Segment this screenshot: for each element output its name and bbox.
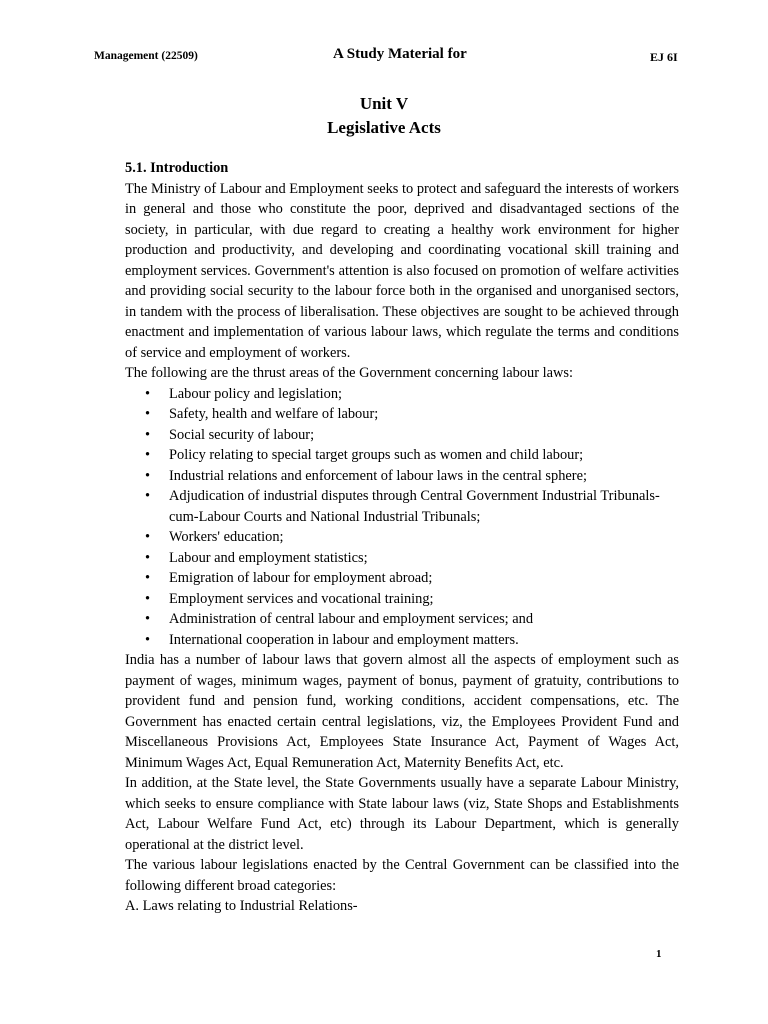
list-item: • Social security of labour;: [125, 425, 679, 446]
list-item: • Emigration of labour for employment abroad;: [125, 568, 679, 589]
list-item: • International cooperation in labour and employment matters.: [125, 630, 679, 651]
list-item: • Administration of central labour and employment services; and: [125, 609, 679, 630]
thrust-areas-list: [125, 384, 679, 651]
list-item: • Labour policy and legislation;: [125, 384, 679, 405]
unit-heading: [0, 92, 768, 140]
header-class-code: EJ 6I: [650, 50, 678, 64]
section-heading: 5.1. Introduction: [125, 160, 229, 176]
list-item: • Workers' education;: [125, 527, 679, 548]
intro-paragraph: The Ministry of Labour and Employment seeks to protect and safeguard the interests of workers in general and those who constitute the poor, deprived and disadvantaged sections of the society, in particular, with due regard to creating a healthy work environment for higher production and productivity, and developing and coordinating vocational skill training and employment services. Government's attention is also focused on promotion of welfare activities and providing social security to the labour force both in the organised and unorganised sectors, in tandem with the process of liberalisation. These objectives are sought to be achieved through enactment and implementation of various labour laws, which regulate the terms and conditions of service and employment of workers.: [125, 180, 679, 361]
list-item: • Safety, health and welfare of labour;: [125, 404, 679, 425]
labour-laws-paragraph: India has a number of labour laws that govern almost all the aspects of employment such as payment of wages, minimum wages, payment of bonus, payment of gratuity, contributions to provident fund and pension fund, working conditions, accident compensations, etc. The Government has enacted certain central legislations, viz, the Employees Provident Fund and Miscellaneous Provisions Act, Employees State Insurance Act, Payment of Wages Act, Minimum Wages Act, Equal Remuneration Act, Maternity Benefits Act, etc.: [125, 652, 679, 771]
header-title: A Study Material for: [333, 46, 467, 62]
classification-paragraph: The various labour legislations enacted by the Central Government can be classified into the following different broad categories:: [125, 857, 679, 894]
thrust-lead: The following are the thrust areas of the Government concerning labour laws:: [125, 365, 573, 381]
document-body: [125, 158, 679, 917]
category-a-heading: A. Laws relating to Industrial Relations-: [125, 898, 358, 914]
list-item: • Industrial relations and enforcement of labour laws in the central sphere;: [125, 466, 679, 487]
list-item: • Labour and employment statistics;: [125, 548, 679, 569]
page-number: 1: [656, 948, 662, 960]
header-course-code: Management (22509): [94, 50, 198, 62]
list-item: • Adjudication of industrial disputes through Central Government Industrial Tribunals-cum-Labour Courts and National Industrial Tribunals;: [125, 486, 679, 527]
unit-name: Legislative Acts: [327, 118, 441, 137]
unit-number: Unit V: [359, 94, 409, 113]
list-item: • Employment services and vocational training;: [125, 589, 679, 610]
list-item: • Policy relating to special target groups such as women and child labour;: [125, 445, 679, 466]
state-level-paragraph: In addition, at the State level, the State Governments usually have a separate Labour Ministry, which seeks to ensure compliance with State labour laws (viz, State Shops and Establishments Act, Labour Welfare Fund Act, etc) through its Labour Department, which is generally operational at the district level.: [125, 775, 679, 853]
